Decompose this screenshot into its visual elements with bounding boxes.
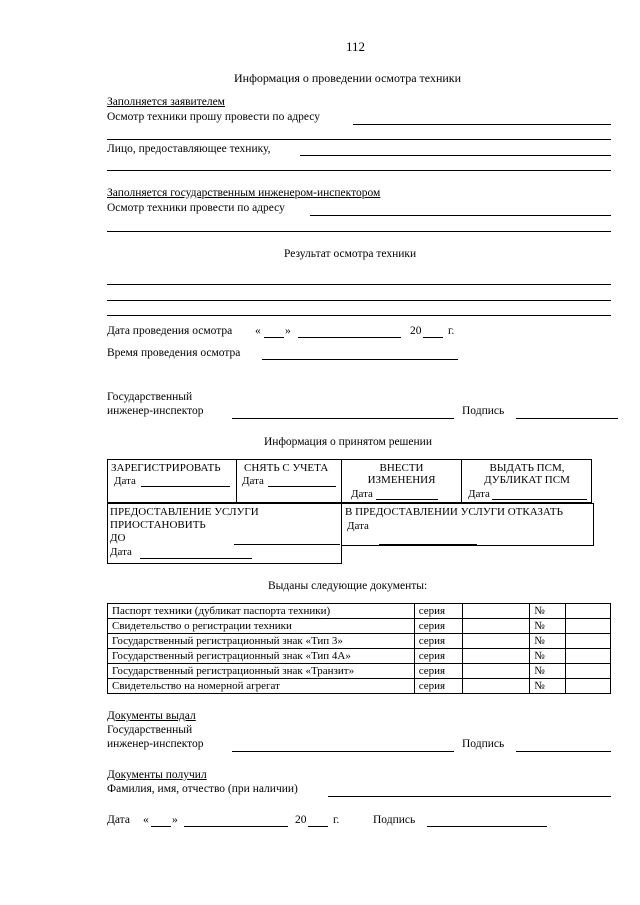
decision-title: Информация о принятом решении (264, 436, 432, 448)
received-close-quote: » (172, 814, 178, 826)
suspend-date-field[interactable] (140, 558, 252, 559)
inspection-time-label: Время проведения осмотра (107, 347, 241, 359)
changes-date-field[interactable] (376, 499, 438, 500)
received-date-label: Дата (107, 814, 130, 826)
received-open-quote: « (143, 814, 149, 826)
signer-role-line2: инженер-инспектор (107, 405, 204, 417)
number-label: № (530, 634, 566, 649)
inspector-address-label: Осмотр техники провести по адресу (107, 202, 285, 214)
year-field[interactable] (423, 337, 443, 338)
year-suffix: г. (448, 325, 455, 337)
documents-title: Выданы следующие документы: (268, 580, 428, 592)
issued-heading: Документы выдал (107, 710, 196, 722)
year-prefix: 20 (410, 325, 422, 337)
changes-option[interactable]: ВНЕСТИ (379, 462, 424, 474)
series-field[interactable] (462, 679, 530, 694)
received-fio-field[interactable] (328, 796, 611, 797)
applicant-person-field-2[interactable] (107, 170, 611, 171)
number-label: № (530, 664, 566, 679)
series-label: серия (414, 664, 462, 679)
documents-table (107, 603, 611, 694)
refuse-date-label: Дата (347, 520, 369, 532)
received-signature-label: Подпись (373, 814, 416, 826)
document-row (108, 664, 611, 679)
deregister-date-label: Дата (242, 475, 264, 487)
number-label: № (530, 679, 566, 694)
page-number: 112 (346, 39, 366, 54)
suspend-date-label: Дата (110, 546, 132, 558)
inspector-name-field[interactable] (232, 418, 454, 419)
inspector-address-field[interactable] (310, 215, 611, 216)
result-field-3[interactable] (107, 315, 611, 316)
document-row (108, 649, 611, 664)
applicant-heading: Заполняется заявителем (107, 96, 225, 108)
suspend-option[interactable]: ПРЕДОСТАВЛЕНИЕ УСЛУГИ (110, 506, 259, 518)
document-name: Государственный регистрационный знак «Тип 4А» (108, 649, 415, 664)
result-field-2[interactable] (107, 300, 611, 301)
suspend-until-field[interactable] (234, 544, 340, 545)
deregister-date-field[interactable] (268, 486, 336, 487)
series-label: серия (414, 604, 462, 619)
inspection-date-label: Дата проведения осмотра (107, 325, 233, 337)
inspection-time-field[interactable] (262, 359, 458, 360)
document-name: Паспорт техники (дубликат паспорта техники) (108, 604, 415, 619)
suspend-option-line2: ПРИОСТАНОВИТЬ (110, 519, 206, 531)
applicant-person-label: Лицо, предоставляющее технику, (107, 143, 271, 155)
refuse-date-field[interactable] (379, 544, 477, 545)
applicant-address-label: Осмотр техники прошу провести по адресу (107, 111, 321, 123)
signature-label: Подпись (462, 405, 505, 417)
series-field[interactable] (462, 664, 530, 679)
document-name: Государственный регистрационный знак «Транзит» (108, 664, 415, 679)
month-field[interactable] (298, 337, 401, 338)
inspector-address-field-2[interactable] (107, 231, 611, 232)
document-row (108, 679, 611, 694)
series-field[interactable] (462, 619, 530, 634)
register-date-label: Дата (114, 475, 136, 487)
number-field[interactable] (566, 619, 611, 634)
document-name: Государственный регистрационный знак «Тип 3» (108, 634, 415, 649)
issued-signature-field[interactable] (516, 751, 611, 752)
issued-signature-label: Подпись (462, 738, 505, 750)
received-year-suffix: г. (333, 814, 340, 826)
document-name: Свидетельство о регистрации техники (108, 619, 415, 634)
inspector-heading: Заполняется государственным инженером-инспектором (107, 187, 381, 199)
issue-date-label: Дата (468, 488, 490, 500)
document-row (108, 634, 611, 649)
issued-role-line1: Государственный (107, 724, 193, 736)
document-row (108, 604, 611, 619)
document-row (108, 619, 611, 634)
divider (236, 459, 237, 503)
result-field-1[interactable] (107, 284, 611, 285)
applicant-address-field-2[interactable] (107, 139, 611, 140)
number-field[interactable] (566, 604, 611, 619)
open-quote: « (255, 325, 261, 337)
number-field[interactable] (566, 634, 611, 649)
document-name: Свидетельство на номерной агрегат (108, 679, 415, 694)
series-label: серия (414, 634, 462, 649)
signature-field[interactable] (516, 418, 618, 419)
received-year-prefix: 20 (295, 814, 307, 826)
received-signature-field[interactable] (427, 826, 547, 827)
result-title: Результат осмотра техники (284, 248, 417, 260)
series-field[interactable] (462, 634, 530, 649)
number-field[interactable] (566, 649, 611, 664)
close-quote: » (285, 325, 291, 337)
register-option[interactable]: ЗАРЕГИСТРИРОВАТЬ (111, 462, 221, 474)
number-field[interactable] (566, 679, 611, 694)
received-year-field[interactable] (308, 826, 328, 827)
received-fio-label: Фамилия, имя, отчество (при наличии) (107, 783, 298, 795)
received-day-field[interactable] (151, 826, 171, 827)
series-label: серия (414, 649, 462, 664)
refuse-option[interactable]: В ПРЕДОСТАВЛЕНИИ УСЛУГИ ОТКАЗАТЬ (345, 506, 563, 518)
issue-date-field[interactable] (492, 499, 587, 500)
page-title: Информация о проведении осмотра техники (234, 71, 462, 85)
applicant-person-field[interactable] (300, 155, 611, 156)
number-label: № (530, 619, 566, 634)
issued-name-field[interactable] (232, 751, 454, 752)
issued-role-line2: инженер-инспектор (107, 738, 204, 750)
issue-option[interactable]: ВЫДАТЬ ПСМ, (489, 462, 565, 474)
applicant-address-field[interactable] (353, 124, 611, 125)
deregister-option[interactable]: СНЯТЬ С УЧЕТА (244, 462, 329, 474)
day-field[interactable] (264, 337, 284, 338)
number-label: № (530, 604, 566, 619)
issue-option-line2: ДУБЛИКАТ ПСМ (484, 474, 570, 486)
series-label: серия (414, 679, 462, 694)
series-field[interactable] (462, 649, 530, 664)
suspend-until-label: ДО (110, 532, 126, 544)
received-month-field[interactable] (184, 826, 288, 827)
changes-date-label: Дата (351, 488, 373, 500)
register-date-field[interactable] (141, 486, 230, 487)
changes-option-line2: ИЗМЕНЕНИЯ (367, 474, 436, 486)
number-label: № (530, 649, 566, 664)
series-field[interactable] (462, 604, 530, 619)
number-field[interactable] (566, 664, 611, 679)
received-heading: Документы получил (107, 769, 207, 781)
signer-role-line1: Государственный (107, 391, 193, 403)
series-label: серия (414, 619, 462, 634)
